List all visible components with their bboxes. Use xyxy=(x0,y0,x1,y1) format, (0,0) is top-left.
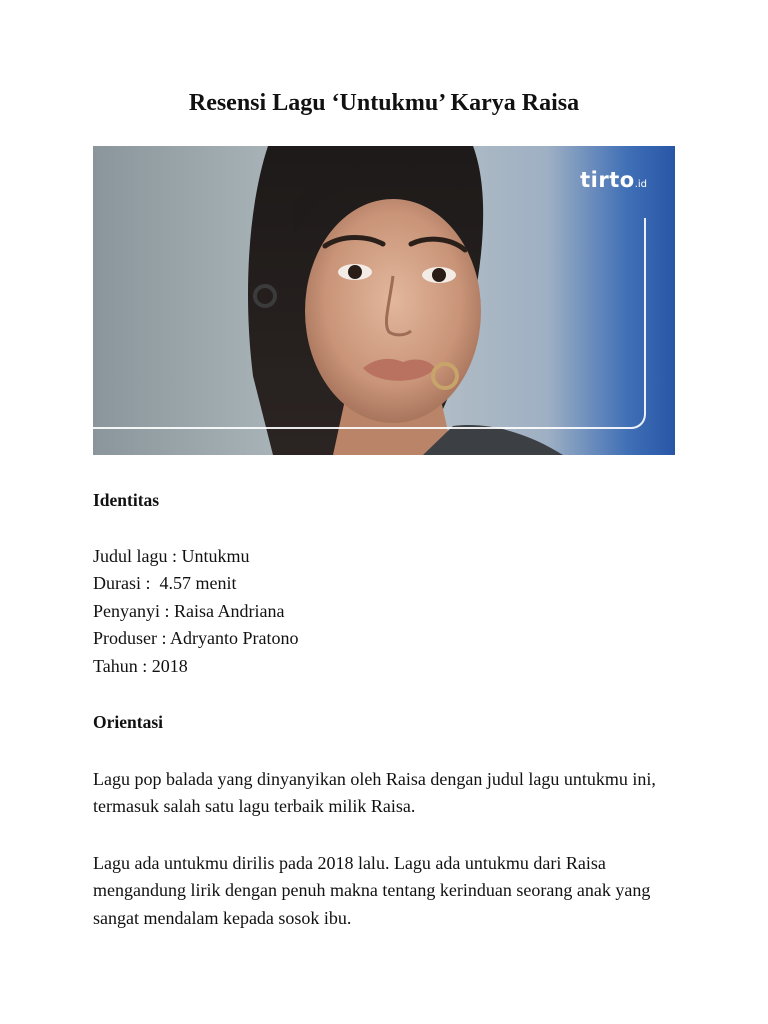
info-item-judul: Judul lagu : Untukmu xyxy=(93,546,250,566)
info-item-penyanyi: Penyanyi : Raisa Andriana xyxy=(93,600,285,621)
info-item-durasi: Durasi : 4.57 menit xyxy=(93,573,237,594)
section-heading-identitas: Identitas xyxy=(93,490,160,510)
page-title: Resensi Lagu ‘Untukmu’ Karya Raisa xyxy=(188,90,580,116)
paragraph-orientasi-1: Lagu pop balada yang dinyanyikan oleh Raisa dengan judul lagu untukmu ini, termasuk salah satu lagu terbaik milik Raisa. xyxy=(93,769,656,817)
identitas-list xyxy=(93,543,298,680)
paragraph-orientasi-2: Lagu ada untukmu dirilis pada 2018 lalu. Lagu ada untukmu dari Raisa mengandung lirik dengan penuh makna tentang kerinduan seorang anak yang sangat mendalam kepada sosok ibu. xyxy=(93,853,651,928)
portrait-illustration xyxy=(93,146,675,455)
info-item-tahun: Tahun : 2018 xyxy=(93,655,188,676)
article-photo xyxy=(93,146,675,455)
section-heading-orientasi: Orientasi xyxy=(93,712,163,732)
info-item-produser: Produser : Adryanto Pratono xyxy=(93,628,299,649)
tirto-logo: tirto.id xyxy=(580,168,647,192)
